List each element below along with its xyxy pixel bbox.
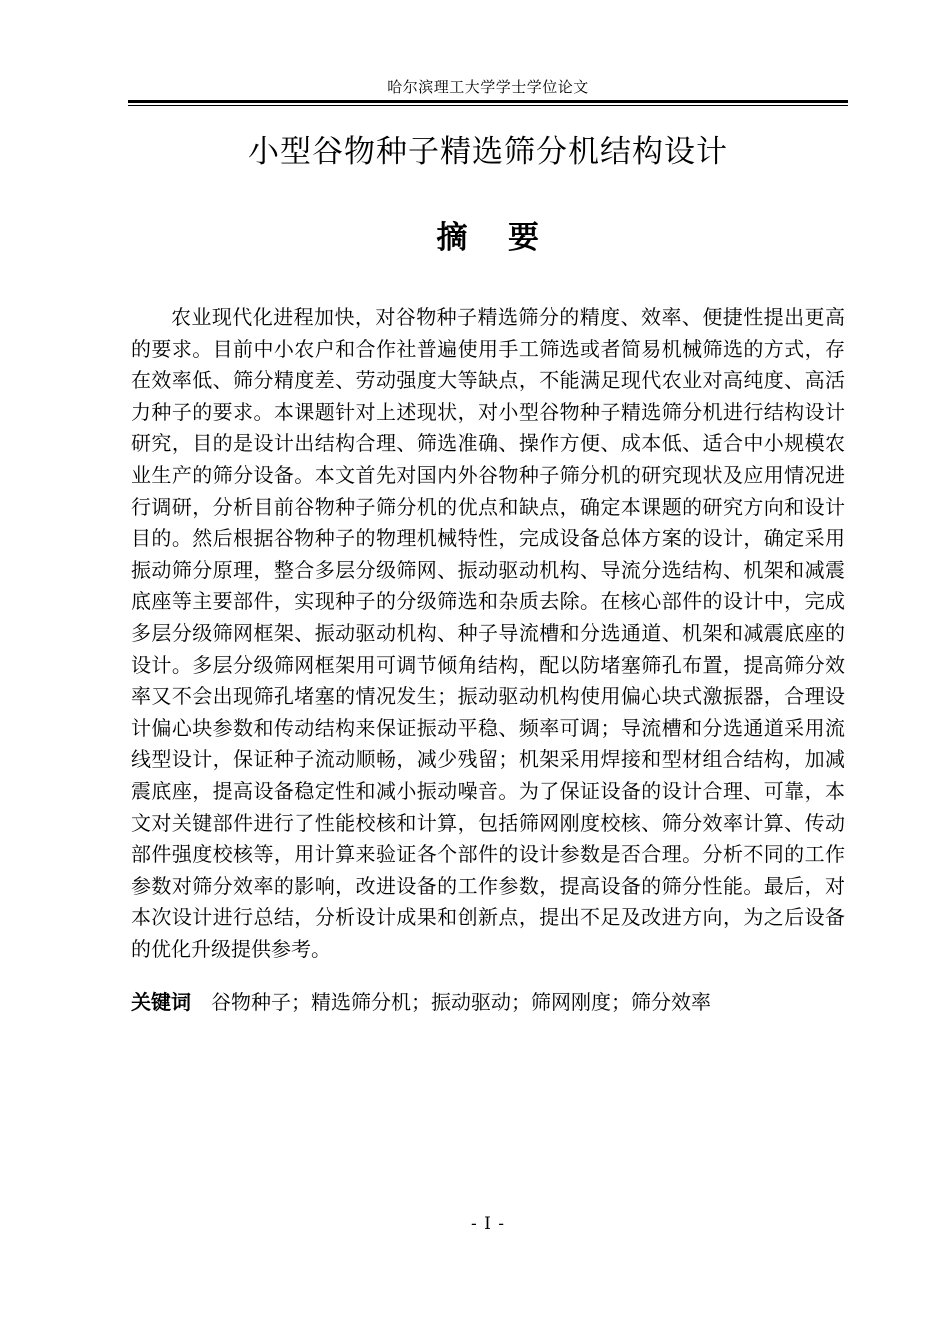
keywords-label: 关键词 xyxy=(131,990,191,1014)
thesis-title: 小型谷物种子精选筛分机结构设计 xyxy=(248,134,728,170)
running-header: 哈尔滨理工大学学士学位论文 xyxy=(387,78,589,96)
header-rule-thick xyxy=(128,100,848,103)
abstract-heading xyxy=(128,218,848,258)
page-number: - I - xyxy=(470,1214,505,1234)
abstract-heading-char-1: 摘 xyxy=(436,220,468,256)
abstract-body: 农业现代化进程加快，对谷物种子精选筛分的精度、效率、便捷性提出更高的要求。目前中小农户和合作社普遍使用手工筛选或者简易机械筛选的方式，存在效率低、筛分精度差、劳动强度大等缺点，不能满足现代农业对高纯度、高活力种子的要求。本课题针对上述现状，对小型谷物种子精选筛分机进行结构设计研究，目的是设计出结构合理、筛选准确、操作方便、成本低、适合中小规模农业生产的筛分设备。本文首先对国内外谷物种子筛分机的研究现状及应用情况进行调研，分析目前谷物种子筛分机的优点和缺点，确定本课题的研究方向和设计目的。然后根据谷物种子的物理机械特性，完成设备总体方案的设计，确定采用振动筛分原理，整合多层分级筛网、振动驱动机构、导流分选结构、机架和减震底座等主要部件，实现种子的分级筛选和杂质去除。在核心部件的设计中，完成多层分级筛网框架、振动驱动机构、种子导流槽和分选通道、机架和减震底座的设计。多层分级筛网框架用可调节倾角结构，配以防堵塞筛孔布置，提高筛分效率又不会出现筛孔堵塞的情况发生；振动驱动机构使用偏心块式激振器，合理设计偏心块参数和传动结构来保证振动平稳、频率可调；导流槽和分选通道采用流线型设计，保证种子流动顺畅，减少残留；机架采用焊接和型材组合结构，加减震底座，提高设备稳定性和减小振动噪音。为了保证设备的设计合理、可靠，本文对关键部件进行了性能校核和计算，包括筛网刚度校核、筛分效率计算、传动部件强度校核等，用计算来验证各个部件的设计参数是否合理。分析不同的工作参数对筛分效率的影响，改进设备的工作参数，提高设备的筛分性能。最后，对本次设计进行总结，分析设计成果和创新点，提出不足及改进方向，为之后设备的优化升级提供参考。 xyxy=(131,305,845,961)
header-rule-thin xyxy=(128,105,848,106)
keywords-list: 谷物种子；精选筛分机；振动驱动；筛网刚度；筛分效率 xyxy=(211,990,711,1014)
abstract-heading-char-2: 要 xyxy=(508,220,540,256)
keywords-line xyxy=(131,987,845,1017)
